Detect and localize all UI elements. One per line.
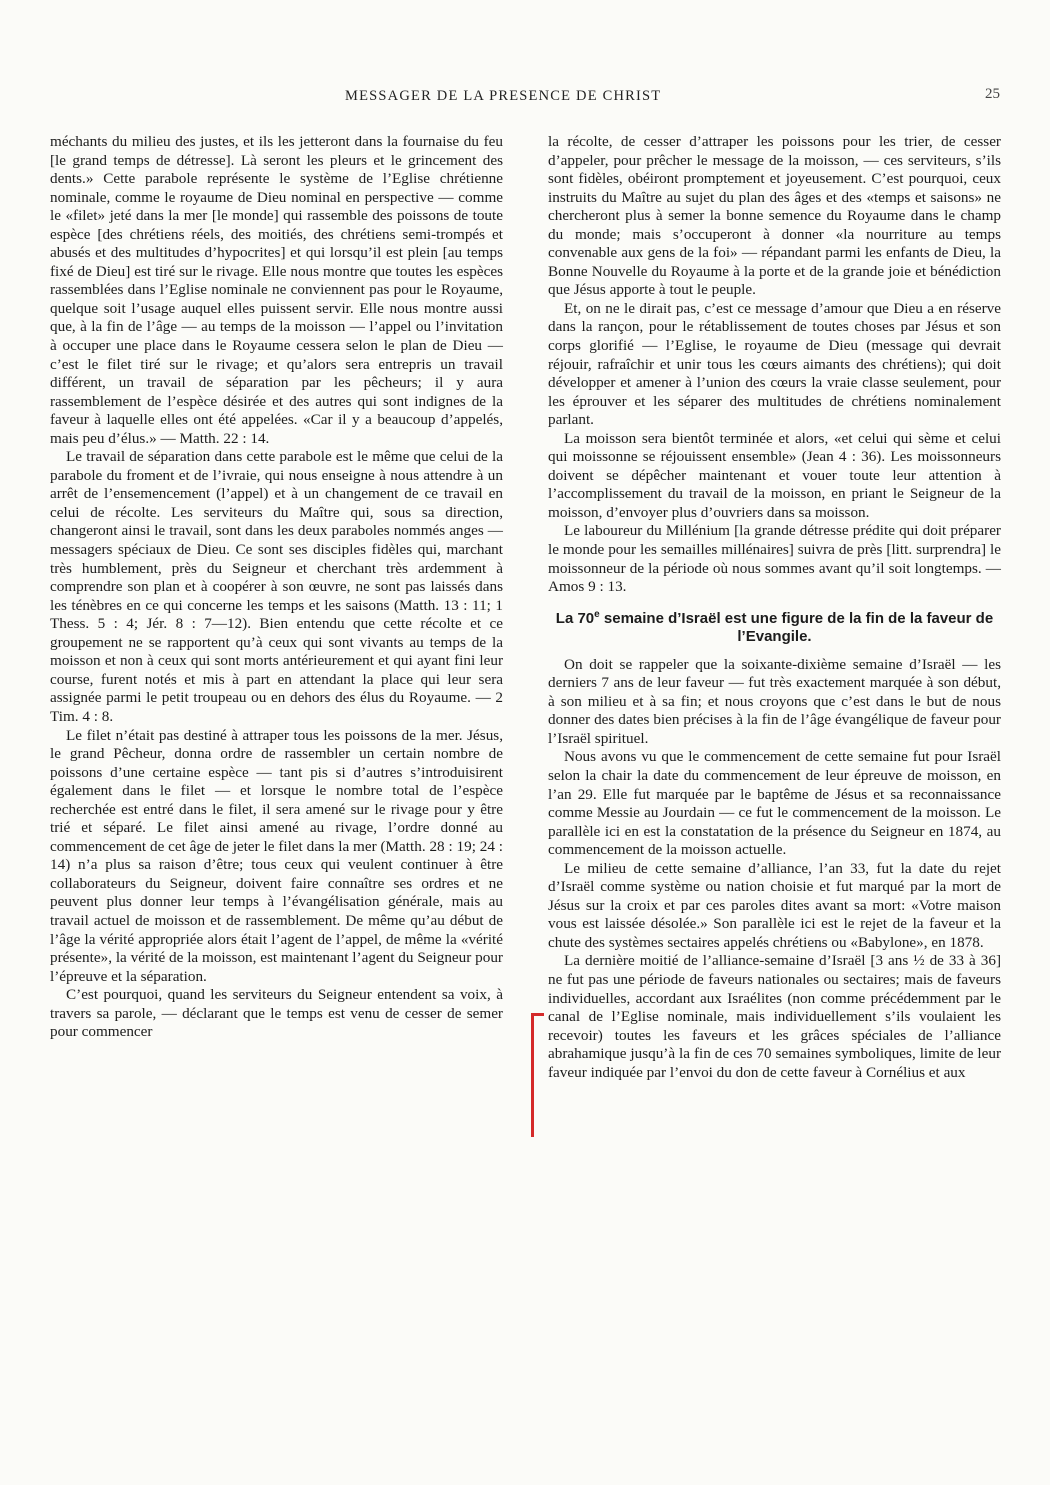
running-title: MESSAGER DE LA PRESENCE DE CHRIST [345, 88, 662, 104]
paragraph: La moisson sera bientôt terminée et alors, «et celui qui sème et celui qui moissonne se réjouissent ensemble» (Jean 4 : 36). Les moissonneurs doivent se dépêcher maintenant et vouer toute leur attention à l’accomplissement du travail de la moisson, en priant le Seigneur de la moisson, d’envoyer plus d’ouvriers dans sa moisson. [548, 429, 1001, 521]
paragraph: Et, on ne le dirait pas, c’est ce message d’amour que Dieu a en réserve dans la rançon, pour le rétablissement de toutes choses par Jésus et son corps glorifié — l’Eglise, le royaume de Dieu (message qui devrait réjouir, rafraîchir et unir tous les cœurs aimants des chrétiens); qui doit développer et amener à l’union des cœurs la vraie classe seulement, pour les éprouver et les séparer des multitudes de chrétiens nominalement parlant. [548, 299, 1001, 429]
heading-part: La 70 [555, 609, 595, 627]
left-column [50, 133, 503, 1042]
paragraph: Le laboureur du Millénium [la grande détresse prédite qui doit préparer le monde pour les semailles millénaires] suivra de près [litt. surprendra] le moissonneur de la période où nous sommes avant qu’il soit longtemps. — Amos 9 : 13. [548, 522, 1001, 596]
right-column [548, 133, 1001, 1082]
red-margin-marker [531, 1013, 544, 1137]
heading-part: semaine d’Israël est une figure de la fin de la faveur de l’Evangile. [599, 609, 994, 645]
section-heading [548, 606, 1001, 646]
paragraph: la récolte, de cesser d’attraper les poissons pour les trier, de cesser d’appeler, pour prêcher le message de la moisson, — ces serviteurs, s’ils sont fidèles, obéiront promptement et joyeusement. C’est pourquoi, ceux instruits du Maître au sujet du plan des âges et des «temps et saisons» ne chercheront plus à semer la bonne semence du Royaume dans le champ du monde; mais s’occuperont à donner «la nourriture au temps convenable aux gens de la foi» — répandant parmi les enfants de Dieu, la Bonne Nouvelle du Royaume à la porte et de la grande joie et bénédiction que Jésus apporte à tout le peuple. [548, 133, 1001, 299]
paragraph: Le travail de séparation dans cette parabole est le même que celui de la parabole du froment et de l’ivraie, qui nous enseigne à nous attendre à un arrêt de l’ensemencement (l’appel) et à un changement de ce travail en celui de récolte. Les serviteurs du Maître qui, sous sa direction, changeront ainsi le travail, sont dans les deux paraboles nommés anges — messagers spéciaux de Dieu. Ce sont ses disciples fidèles qui, marchant très humblement, près du Seigneur et cherchant très ardemment à comprendre son plan et à coopérer à son œuvre, ne sont pas laissés dans les ténèbres en ce qui concerne les temps et les saisons (Matth. 13 : 11; 1 Thess. 5 : 4; Jér. 8 : 7—12). Bien entendu que cette récolte et ce groupement ne se rapportent qu’à ceux qui sont vivants au temps de la moisson et non à ceux qui sont morts antérieurement et qui ayant fini leur course, furent notés et mis à part en attendant la place qui leur sera assignée parmi le petit troupeau ou en dehors des élus du Royaume. — 2 Tim. 4 : 8. [50, 448, 503, 725]
paragraph-marked: Le milieu de cette semaine d’alliance, l’an 33, fut la date du rejet d’Israël comme système ou nation choisie et fut marqué par la mort de Jésus sur la croix et par ces paroles dites avant sa mort: «Votre maison vous est laissée désolée.» Son parallèle ici est le rejet de la faveur et la chute des systèmes sectaires appelés chrétiens ou «Babylone», en 1878. [548, 859, 1001, 951]
paragraph: Le filet n’était pas destiné à attraper tous les poissons de la mer. Jésus, le grand Pêcheur, donna ordre de rassembler un certain nombre de poissons d’une certaine espèce — tant pis si d’autres s’introduisirent également dans le filet — et lorsque le nombre total de l’espèce recherchée est entré dans le filet, il sera amené sur le rivage pour y être trié et séparé. Le filet ainsi amené au rivage, l’ordre donné au commencement de cet âge de jeter le filet dans la mer (Matth. 28 : 19; 24 : 14) n’a plus sa raison d’être; tous ceux qui veulent continuer à être collaborateurs du Seigneur, doivent faire connaître ses ordres et ne peuvent plus donner leur temps à l’évangélisation générale, mais au travail actuel de moisson et de rassemblement. De même qu’au début de l’âge la vérité appropriée alors était l’agent de l’appel, de même la «vérité présente», la vérité de la moisson, est maintenant l’agent du Seigneur pour l’épreuve et la séparation. [50, 726, 503, 985]
paragraph: C’est pourquoi, quand les serviteurs du Seigneur entendent sa voix, à travers sa parole, — déclarant que le temps est venu de cesser de semer pour commencer [50, 986, 503, 1041]
page-number: 25 [985, 86, 1000, 102]
heading-superscript: e [594, 608, 600, 620]
paragraph: La dernière moitié de l’alliance-semaine d’Israël [3 ans ½ de 33 à 36] ne fut pas une période de faveurs nationales ou sectaires; mais de faveurs individuelles, accordant aux Israélites (non comme précédemment par le canal de l’Eglise nominale, mais individuellement s’ils voulaient les recevoir) toutes les faveurs et les grâces spéciales de l’alliance abrahamique jusqu’à la fin de ces 70 semaines symboliques, limite de leur faveur indiquée par l’envoi du don de cette faveur à Cornélius et aux [548, 952, 1001, 1081]
paragraph: Nous avons vu que le commencement de cette semaine fut pour Israël selon la chair la date du commencement de leur épreuve de moisson, en l’an 29. Elle fut marquée par le baptême de Jésus et sa reconnaissance comme Messie au Jourdain — ce fut le commencement de la moisson. Le parallèle ici en est la constatation de la présence du Seigneur en 1874, au commencement de la moisson actuelle. [548, 748, 1001, 859]
paragraph: On doit se rappeler que la soixante-dixième semaine d’Israël — les derniers 7 ans de leur faveur — fut très exactement marquée à son début, à son milieu et à sa fin; et nous croyons que c’est dans le but de nous donner des dates bien précises à la fin de l’âge évangélique de faveur pour l’Israël spirituel. [548, 655, 1001, 747]
paragraph: méchants du milieu des justes, et ils les jetteront dans la fournaise du feu [le grand temps de détresse]. Là seront les pleurs et le grincement des dents.» Cette parabole représente le système de l’Eglise chrétienne nominale, comme le royaume de Dieu nominal en perspective — comme le «filet» jeté dans la mer [le monde] qui rassemble des poissons de toute espèce [des chrétiens réels, des moitiés, des chrétiens semi-trompés et abusés et des multitudes d’hypocrites] et qui lorsqu’il est plein [au temps fixé de Dieu] est tiré sur le rivage. Elle nous montre que toutes les espèces rassemblées dans l’Eglise nominale ne conviennent pas pour le Royaume, quelque soit l’usage auquel elles puissent servir. Elle nous montre aussi que, à la fin de l’âge — au temps de la moisson — l’appel ou l’invitation à occuper une place dans le Royaume cessera selon le plan de Dieu — c’est le filet tiré sur le rivage; et qu’alors sera entrepris un travail différent, un travail de séparation par les pêcheurs; il y aura rassemblement de l’espèce désirée et des autres qui sont indignes de la faveur à laquelle elles ont été appelées. «Car il y a beaucoup d’appelés, mais peu d’élus.» — Matth. 22 : 14. [50, 133, 503, 447]
